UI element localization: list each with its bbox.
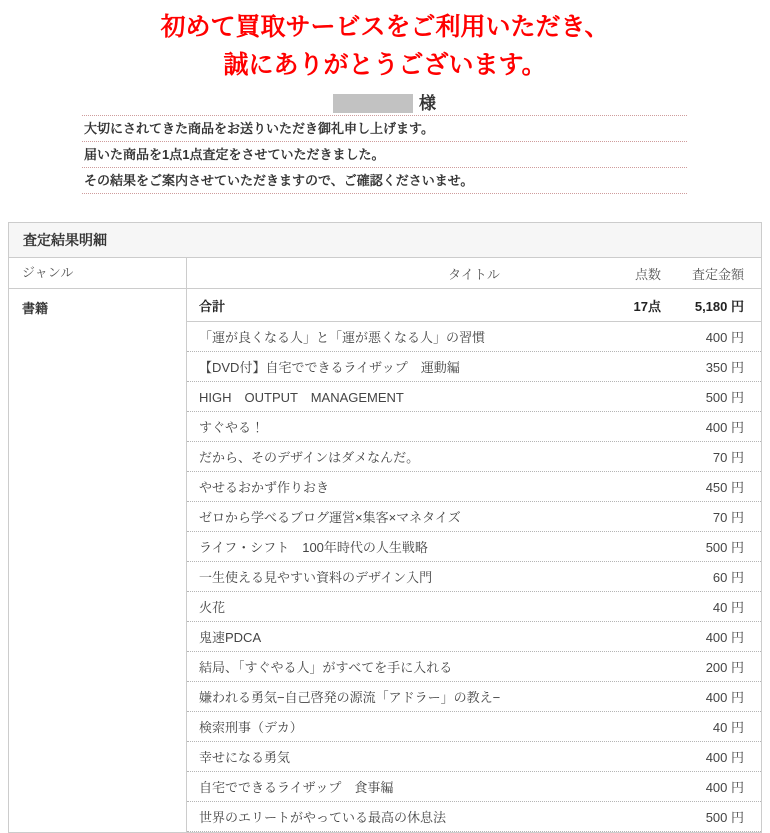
item-price: 450 円: [705, 480, 744, 495]
item-price: 400 円: [705, 780, 744, 795]
item-rows: [187, 322, 761, 832]
table-body: [9, 289, 761, 832]
table-header-row: [9, 258, 761, 289]
item-title: 火花: [199, 600, 226, 615]
item-title: だから、そのデザインはダメなんだ。: [199, 450, 420, 465]
column-header-count: 点数: [634, 266, 661, 282]
item-price: 70 円: [712, 510, 744, 525]
item-price: 500 円: [705, 390, 744, 405]
intro-line-1: 大切にされてきた商品をお送りいただき御礼申し上げます。: [82, 116, 687, 142]
item-price: 500 円: [705, 540, 744, 555]
item-title: ライフ・シフト 100年時代の人生戦略: [199, 540, 428, 555]
column-header-title: タイトル: [448, 266, 500, 282]
item-price: 400 円: [705, 750, 744, 765]
page: [0, 8, 770, 833]
table-row: [187, 802, 761, 832]
table-row: [187, 442, 761, 472]
item-price: 350 円: [705, 360, 744, 375]
item-price: 40 円: [712, 600, 744, 615]
item-price: 70 円: [712, 450, 744, 465]
table-row: [187, 562, 761, 592]
total-amount: 5,180 円: [694, 298, 744, 314]
table-title: 査定結果明細: [9, 223, 761, 258]
item-title: 嫌われる勇気−自己啓発の源流「アドラー」の教え−: [199, 690, 501, 705]
item-title: 「運が良くなる人」と「運が悪くなる人」の習慣: [199, 330, 486, 345]
item-title: 鬼速PDCA: [199, 630, 262, 645]
customer-name-row: [82, 93, 687, 116]
intro-line-3: その結果をご案内させていただきますので、ご確認くださいませ。: [82, 168, 687, 194]
honorific-label: 様: [419, 94, 436, 113]
table-row: [187, 472, 761, 502]
table-row: [187, 712, 761, 742]
intro-block: [82, 93, 687, 194]
item-title: やせるおかず作りおき: [199, 480, 330, 495]
greeting-line-2: 誠にありがとうございます。: [223, 51, 547, 79]
item-price: 400 円: [705, 330, 744, 345]
table-row: [187, 502, 761, 532]
item-price: 400 円: [705, 630, 744, 645]
item-price: 40 円: [712, 720, 744, 735]
table-row: [187, 592, 761, 622]
item-price: 60 円: [712, 570, 744, 585]
table-row: [187, 352, 761, 382]
item-title: 【DVD付】自宅でできるライザップ 運動編: [199, 360, 460, 375]
table-row: [187, 412, 761, 442]
greeting-heading: [0, 8, 770, 84]
item-price: 200 円: [705, 660, 744, 675]
total-label: 合計: [199, 298, 226, 314]
item-title: ゼロから学べるブログ運営×集客×マネタイズ: [199, 510, 461, 525]
item-title: 自宅でできるライザップ 食事編: [199, 780, 394, 795]
table-row: [187, 382, 761, 412]
intro-line-2: 届いた商品を1点1点査定をさせていただきました。: [82, 142, 687, 168]
assessment-result-table: [8, 222, 762, 833]
greeting-line-1: 初めて買取サービスをご利用いただき、: [160, 13, 610, 41]
table-row: [187, 652, 761, 682]
table-row: [187, 322, 761, 352]
table-row: [187, 532, 761, 562]
total-row: [187, 289, 761, 322]
item-price: 500 円: [705, 810, 744, 825]
title-rows: [187, 289, 761, 832]
item-title: 幸せになる勇気: [199, 750, 291, 765]
table-row: [187, 622, 761, 652]
redacted-customer-name: [333, 94, 413, 113]
total-count: 17点: [633, 298, 661, 314]
item-title: 世界のエリートがやっている最高の休息法: [199, 810, 447, 825]
item-price: 400 円: [705, 690, 744, 705]
column-header-genre: ジャンル: [9, 258, 187, 288]
item-price: 400 円: [705, 420, 744, 435]
table-row: [187, 742, 761, 772]
item-title: HIGH OUTPUT MANAGEMENT: [199, 390, 404, 405]
table-header-right: [187, 258, 761, 288]
column-header-amount: 査定金額: [691, 266, 744, 282]
genre-cell: 書籍: [9, 289, 187, 832]
item-title: 一生使える見やすい資料のデザイン入門: [199, 570, 433, 585]
table-row: [187, 682, 761, 712]
item-title: すぐやる！: [199, 420, 265, 435]
item-title: 検索刑事（デカ）: [199, 720, 303, 735]
item-title: 結局、「すぐやる人」がすべてを手に入れる: [199, 660, 453, 675]
table-row: [187, 772, 761, 802]
